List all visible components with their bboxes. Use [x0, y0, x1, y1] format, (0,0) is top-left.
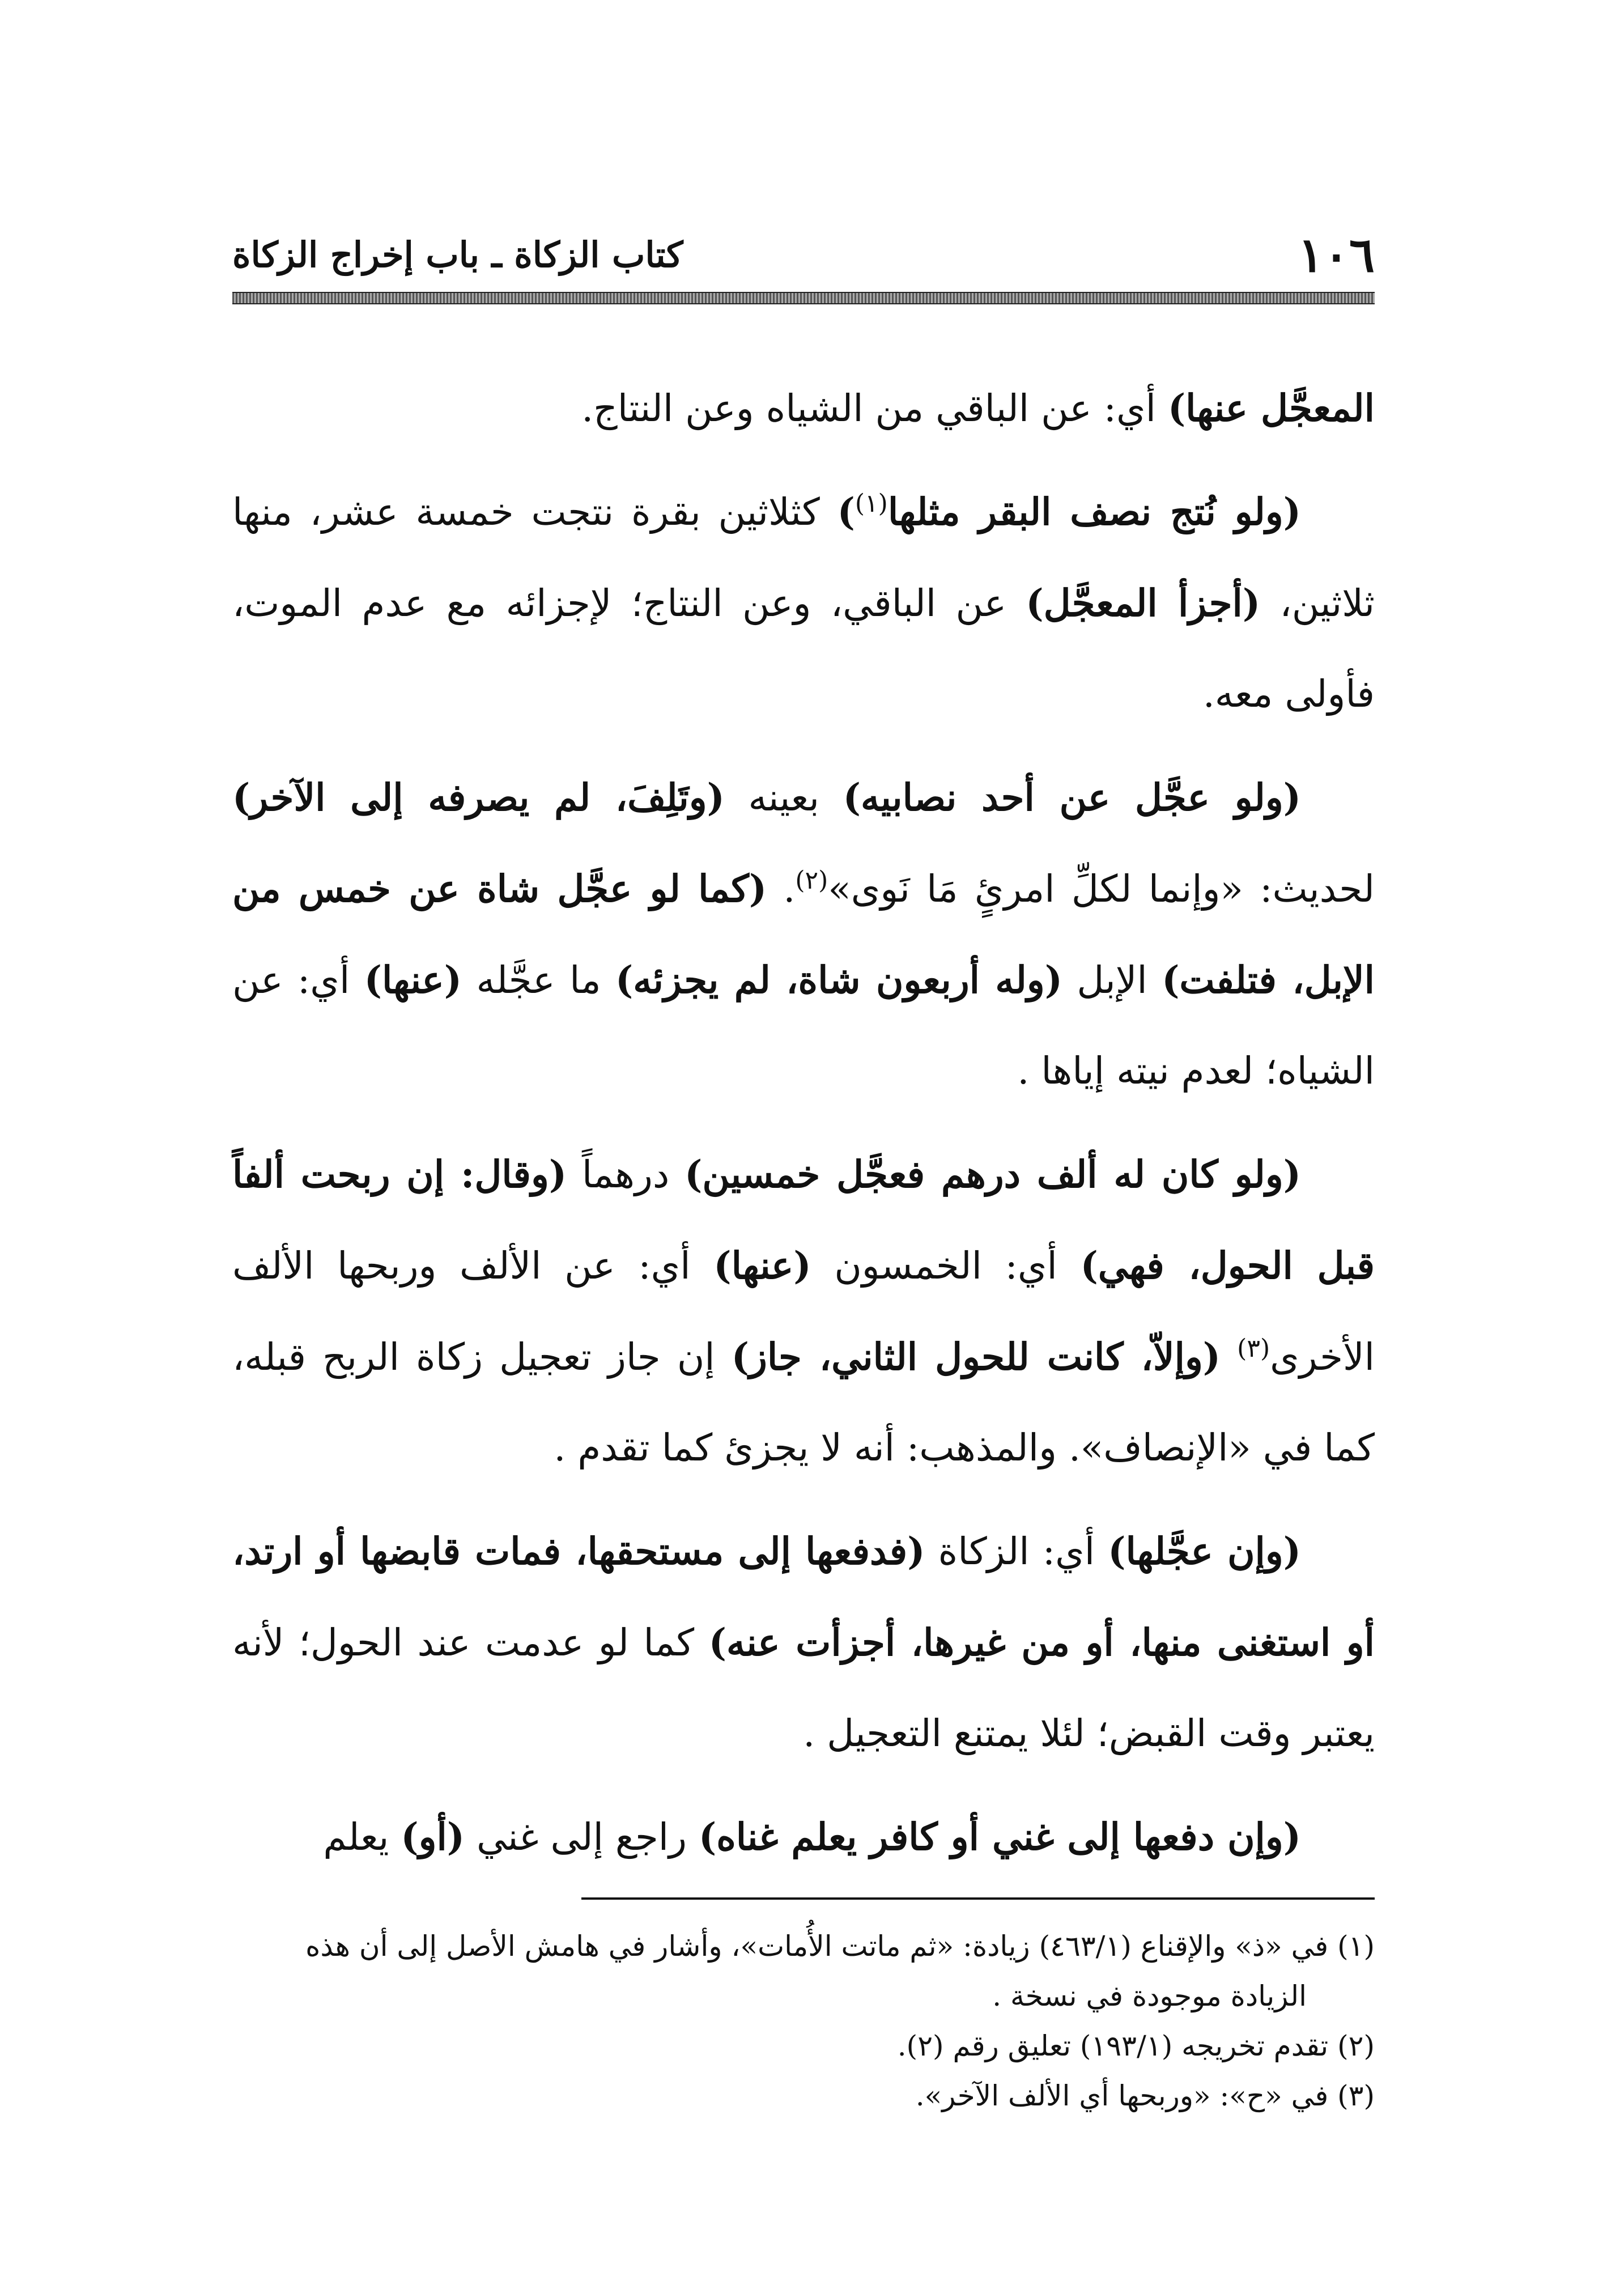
commentary-text: عن الباقي، وعن النتاج؛ لإجزائه مع عدم الموت، فأولى معه.	[232, 581, 1375, 716]
footnote-ref: (٣)	[1237, 1334, 1270, 1363]
paragraph	[232, 466, 1375, 740]
commentary-text: درهماً	[567, 1153, 685, 1196]
commentary-text: يعلم	[323, 1815, 401, 1859]
commentary-text: أي: الزكاة	[925, 1530, 1108, 1573]
commentary-text: أي: عن الشياه؛ لعدم نيته إياها .	[232, 958, 1375, 1093]
commentary-text: كما لو عدمت عند الحول؛ لأنه يعتبر وقت القبض؛ لئلا يمتنع التعجيل .	[232, 1621, 1375, 1755]
bold-matn-text: (أجزأ المعجَّل)	[1026, 581, 1261, 625]
bold-matn-text: (عنها)	[364, 958, 462, 1002]
commentary-text	[1221, 1335, 1237, 1379]
bold-matn-text: (أو)	[401, 1815, 465, 1859]
commentary-text: بعينه	[724, 776, 843, 819]
bold-matn-text: (عنها)	[713, 1243, 811, 1288]
paragraph	[232, 1791, 1375, 1883]
commentary-text: كثلاثين بقرة نتجت خمسة عشر، منها ثلاثين،	[232, 490, 1375, 625]
bold-matn-text: المعجَّل عنها)	[1167, 386, 1375, 430]
bold-matn-text: (ولو كان له ألف درهم فعجَّل خمسين)	[685, 1152, 1301, 1196]
bold-matn-text: (ولو نُتج نصف البقر مثلها	[887, 490, 1302, 534]
bold-matn-text: (وإن دفعها إلى غني أو كافر يعلم غناه)	[699, 1815, 1301, 1859]
commentary-text: راجع إلى غني	[465, 1815, 699, 1859]
commentary-text: .	[767, 867, 796, 911]
commentary-text: الإبل	[1062, 958, 1162, 1002]
page-header	[232, 224, 1375, 286]
bold-matn-text: (وله أربعون شاة، لم يجزئه)	[615, 958, 1062, 1002]
footnote: (٣) في «ح»: «وربحها أي الألف الآخر».	[915, 2079, 1375, 2112]
bold-matn-text: (ولو عجَّل عن أحد نصابيه)	[843, 775, 1302, 819]
bold-matn-text: (وإن عجَّلها)	[1108, 1529, 1301, 1573]
footnotes	[232, 1921, 1375, 2239]
paragraph	[232, 1506, 1375, 1779]
commentary-text: أي: عن الباقي من الشياه وعن النتاج.	[581, 387, 1168, 430]
header-rule	[232, 292, 1375, 304]
bold-matn-text: (وقال: إن ربحت ألفاً قبل الحول، فهي)	[232, 1152, 1375, 1288]
bold-matn-text: (كما لو عجَّل شاة عن خمس من الإبل، فتلفت)	[232, 867, 1375, 1002]
footnote-ref: (٢)	[795, 866, 828, 895]
footnote-separator	[581, 1897, 1375, 1900]
paragraph	[232, 363, 1375, 454]
footnote: (١) في «ذ» والإقناع (٤٦٣/١) زيادة: «ثم ماتت الأُمات»، وأشار في هامش الأصل إلى أن هذه الزيادة موجودة في نسخة .	[305, 1930, 1375, 2012]
footnote: (٢) تقدم تخريجه (١٩٣/١) تعليق رقم (٢).	[897, 2029, 1375, 2062]
bold-matn-text: (وإلاّ، كانت للحول الثاني، جاز)	[731, 1335, 1221, 1379]
paragraph	[232, 752, 1375, 1116]
commentary-text: ما عجَّله	[462, 958, 615, 1002]
footnote-ref: (١)	[854, 489, 888, 518]
bold-matn-text: )	[837, 490, 855, 534]
bold-matn-text: (وتَلِفَ، لم يصرفه إلى الآخر)	[232, 775, 725, 819]
running-title: كتاب الزكاة ـ باب إخراج الزكاة	[232, 234, 683, 275]
commentary-text: أي: عن الألف وربحها الألف الأخرى	[232, 1244, 1375, 1379]
paragraph	[232, 1129, 1375, 1493]
page-number: ١٠٦	[1298, 227, 1375, 283]
bold-matn-text: (فدفعها إلى مستحقها، فمات قابضها أو ارتد، أو استغنى منها، أو من غيرها، أجزأت عنه)	[232, 1529, 1375, 1664]
commentary-text: لحديث: «وإنما لكلِّ امرئٍ مَا نَوى»	[828, 867, 1375, 911]
commentary-text: أي: الخمسون	[811, 1244, 1081, 1288]
main-text	[232, 363, 1375, 1882]
commentary-text: إن جاز تعجيل زكاة الربح قبله، كما في «الإنصاف». والمذهب: أنه لا يجزئ كما تقدم .	[232, 1335, 1375, 1470]
